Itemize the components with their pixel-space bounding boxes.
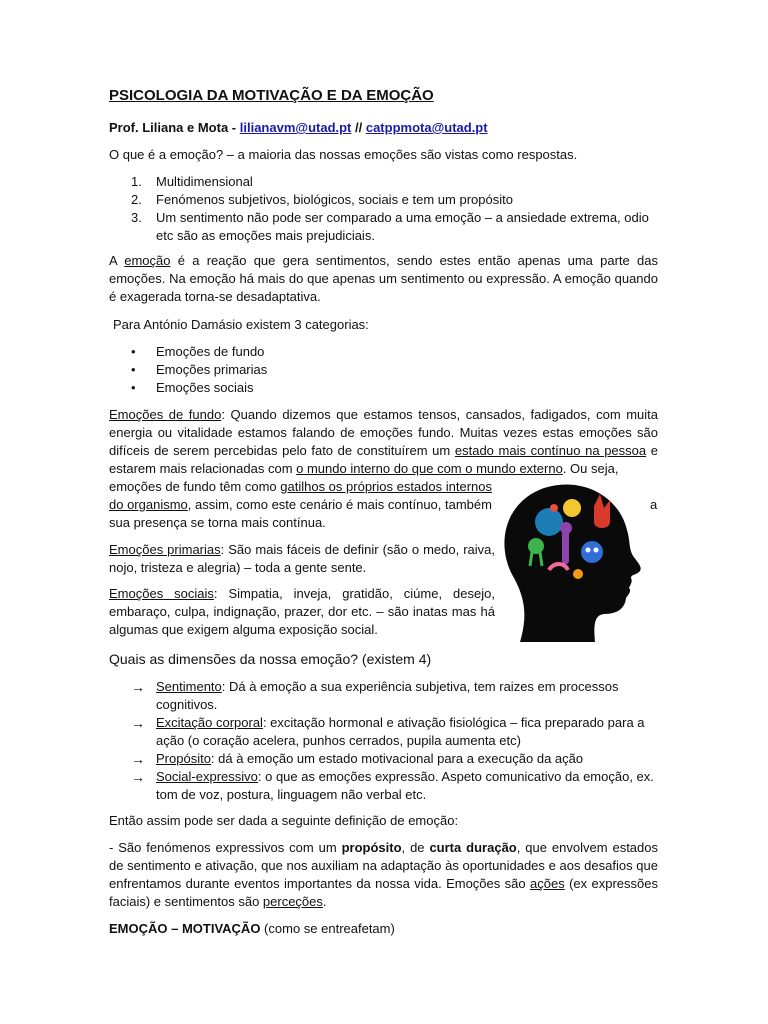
authors-separator: // xyxy=(351,120,366,135)
emotion-fear xyxy=(562,530,569,564)
head-silhouette-image xyxy=(494,478,644,642)
emotion-blob xyxy=(535,508,563,536)
underlined-phrase: estado mais contínuo na pessoa xyxy=(454,443,647,458)
bullet-icon: • xyxy=(131,380,136,395)
email-link-mota[interactable]: catppmota@utad.pt xyxy=(365,120,488,135)
list-item xyxy=(109,361,658,379)
definition-intro: Então assim pode ser dada a seguinte definição de emoção: xyxy=(109,813,459,828)
list-item xyxy=(109,379,658,397)
emotion-eye xyxy=(586,548,591,553)
list-text: Emoções de fundo xyxy=(156,344,265,359)
text-run: , de xyxy=(401,840,430,855)
final-heading xyxy=(109,920,658,938)
emotion-disgust xyxy=(528,538,544,554)
bullet-icon: • xyxy=(131,344,136,359)
authors-line xyxy=(109,119,658,137)
text-run: A xyxy=(109,253,125,268)
arrow-right-icon: → xyxy=(131,679,145,695)
paragraph-fundo xyxy=(109,406,658,478)
text-run: : Simpatia, inveja, gratidão, ciúme, desejo, embaraço, culpa, indignação, prazer, dor etc. – são inatas mas há algumas que exigem alguma exposição social. xyxy=(109,586,495,637)
paragraph-fundo-cont-1 xyxy=(109,478,495,496)
text-run: sentimento e ativação xyxy=(127,858,254,873)
list-number: 1. xyxy=(131,174,142,189)
term-sociais: Emoções sociais xyxy=(109,586,214,601)
list-text: Emoções primarias xyxy=(156,362,268,377)
dimension-text: : o que as emoções expressão. Aspeto comunicativo da emoção, ex. tom de voz, postura, linguagem não verbal etc. xyxy=(156,769,654,802)
dimension-term: Propósito xyxy=(156,751,211,766)
emotion-fear-head xyxy=(560,522,572,534)
definition-paragraph xyxy=(109,839,658,911)
underlined-term: ações xyxy=(530,876,565,891)
bold-term: curta duração xyxy=(429,840,517,855)
emotion-sadness xyxy=(581,541,603,563)
email-link-liliana[interactable]: lilianavm@utad.pt xyxy=(239,120,352,135)
list-number: 2. xyxy=(131,192,142,207)
dimension-text: : Dá à emoção a sua experiência subjetiva, tem raizes em processos cognitivos. xyxy=(156,679,619,712)
dimension-text: : excitação hormonal e ativação fisiológica – fica preparado para a ação (o coração acelera, punhos cerrados, pupila aumenta etc) xyxy=(156,715,645,748)
text-run: e estarem mais relacionadas com xyxy=(109,443,658,476)
emotion-spark xyxy=(573,569,583,579)
bullet-icon: • xyxy=(131,362,136,377)
list-item xyxy=(109,191,658,209)
text-run: , assim, como este cenário é mais contínuo, também xyxy=(187,497,492,512)
text-run: : xyxy=(221,407,225,422)
text-run: - São fenómenos expressivos com um xyxy=(109,840,342,855)
list-item xyxy=(109,750,658,768)
dimension-term: Excitação corporal xyxy=(156,715,263,730)
text-run: . Ou seja, xyxy=(562,461,619,476)
dimension-text: : dá à emoção um estado motivacional para a execução da ação xyxy=(210,751,584,766)
final-heading-bold: EMOÇÃO – MOTIVAÇÃO xyxy=(109,921,261,936)
authors-prefix: Prof. Liliana e Mota - xyxy=(109,120,240,135)
bold-term: propósito xyxy=(341,840,402,855)
underlined-term: perceções xyxy=(262,894,323,909)
list-text: Multidimensional xyxy=(156,174,253,189)
text-run: , que nos auxiliam na adaptação às oportunidades e aos desafios que enfrentamos durante eventos importantes da nossa vida. Emoções são xyxy=(109,858,658,891)
term-fundo: Emoções de fundo xyxy=(109,407,222,422)
dimensions-list xyxy=(109,678,658,804)
paragraph-fundo-cont-3: sua presença se torna mais contínua. xyxy=(109,515,326,530)
head-emotions-illustration xyxy=(494,478,644,642)
arrow-right-icon: → xyxy=(131,769,145,785)
dimensions-question: Quais as dimensões da nossa emoção? (existem 4) xyxy=(109,651,432,667)
text-run: . xyxy=(322,894,327,909)
intro-question: O que é a emoção? – a maioria das nossas emoções são vistas como respostas. xyxy=(109,147,578,162)
paragraph-emocao xyxy=(109,252,658,306)
emotion-joy xyxy=(563,499,581,517)
text-run: Quando dizemos que estamos tensos, cansados, fadigados, com muita energia ou vitalidade estamos falando de emoções fundo. Muitas vezes estas emoções são difíceis de serem percebidas pelo fato de constituírem um xyxy=(109,407,659,458)
list-number: 3. xyxy=(131,210,142,225)
document-title: PSICOLOGIA DA MOTIVAÇÃO E DA EMOÇÃO xyxy=(109,87,434,104)
paragraph-fundo-orphan: a xyxy=(650,497,658,512)
text-run: , que envolvem estados de xyxy=(109,840,658,873)
text-run: : São mais fáceis de definir (são o medo, raiva, nojo, tristeza e alegria) – toda a gente sente. xyxy=(109,542,495,575)
text-run: (ex expressões faciais) e sentimentos são xyxy=(109,876,659,909)
paragraph-sociais xyxy=(109,585,495,639)
bullet-list xyxy=(109,343,658,397)
list-text: Emoções sociais xyxy=(156,380,254,395)
arrow-right-icon: → xyxy=(131,751,145,767)
list-item xyxy=(109,768,658,804)
numbered-list xyxy=(109,173,658,245)
emotion-spark xyxy=(550,504,558,512)
list-item xyxy=(109,209,658,245)
damasio-intro: Para António Damásio existem 3 categorias: xyxy=(113,317,369,332)
term-emocao: emoção xyxy=(124,253,171,268)
underlined-phrase: gatilhos os próprios estados internos xyxy=(280,479,492,494)
dimension-term: Social-expressivo xyxy=(156,769,258,784)
text-run: é a reação que gera sentimentos, sendo estes então apenas uma parte das emoções. Na emoção há mais do que apenas um sentimento ou expressão. A emoção quando é exagerada torna-se desadaptativa. xyxy=(109,253,658,304)
list-text: Fenómenos subjetivos, biológicos, sociais e tem um propósito xyxy=(156,192,513,207)
term-primarias: Emoções primarias xyxy=(109,542,221,557)
list-item xyxy=(109,173,658,191)
final-heading-rest: (como se entreafetam) xyxy=(260,921,395,936)
emotion-eye xyxy=(594,548,599,553)
underlined-phrase: do organismo xyxy=(109,497,188,512)
underlined-phrase: o mundo interno do que com o mundo externo xyxy=(296,461,563,476)
list-item xyxy=(109,343,658,361)
paragraph-fundo-cont-2 xyxy=(109,496,495,514)
paragraph-primarias xyxy=(109,541,495,577)
text-run: emoções de fundo têm como xyxy=(109,479,281,494)
list-item xyxy=(109,678,658,714)
dimension-term: Sentimento xyxy=(156,679,222,694)
list-text: Um sentimento não pode ser comparado a uma emoção – a ansiedade extrema, odio etc são as emoções mais prejudiciais. xyxy=(156,210,649,243)
arrow-right-icon: → xyxy=(131,715,145,731)
list-item xyxy=(109,714,658,750)
